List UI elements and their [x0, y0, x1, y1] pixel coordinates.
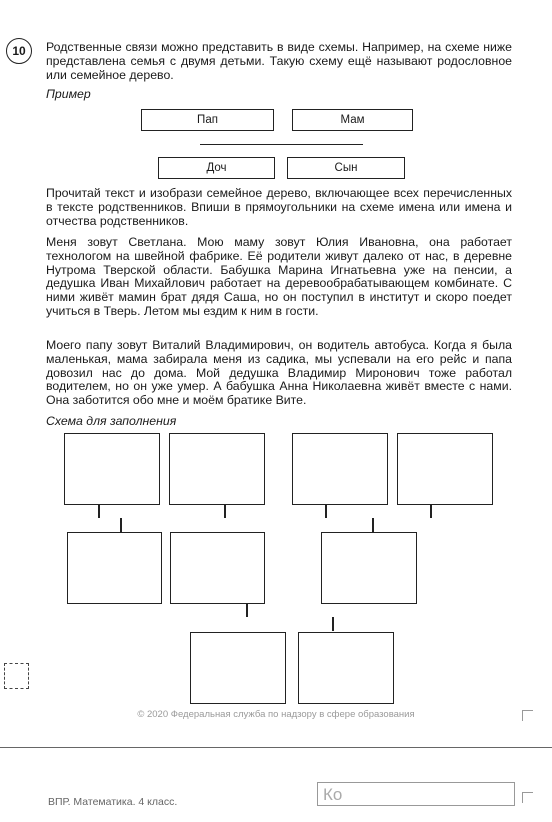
example-label: Пример	[46, 87, 91, 101]
tree-connector	[332, 617, 334, 631]
story-paragraph-1: Меня зовут Светлана. Мою маму зовут Юлия Ивановна, она работает технологом на швейной фабрике. Её родители живут далеко от нас, в деревне Нутрома Тверской области. Бабушка Марина Игнатьевна уже на пенсии, а дедушка Иван Михайлович работает на деревообрабатывающем комбинате. С ними живёт мамин брат дядя Саша, но он поступил в институт и скоро поедет учиться в Тверь. Летом мы ездим к ним в гости.	[46, 235, 512, 318]
tree-box-child-2[interactable]	[298, 632, 394, 704]
tree-box-child-1[interactable]	[190, 632, 286, 704]
example-connector-line	[200, 144, 363, 145]
copyright-notice: © 2020 Федеральная служба по надзору в сфере образования	[137, 709, 415, 720]
tree-connector	[430, 504, 432, 518]
story-paragraph-2: Моего папу зовут Виталий Владимирович, он водитель автобуса. Когда я была маленькая, мама забирала меня из садика, мы успевали на его рейс и папа довозил нас до дома. Мой дедушка Владимир Миронович тоже работал водителем, но он уже умер. А бабушка Анна Николаевна живёт вместе с нами. Она заботится обо мне и моём братике Вите.	[46, 338, 512, 408]
tree-connector	[224, 504, 226, 518]
tree-box-grandparent-4[interactable]	[397, 433, 493, 505]
crop-mark	[522, 710, 533, 721]
task-intro-text: Родственные связи можно представить в виде схемы. Например, на схеме ниже представлена семья с двумя детьми. Такую схему ещё называют родословное или семейное дерево.	[46, 40, 512, 82]
crop-mark	[522, 792, 533, 803]
tree-connector	[372, 518, 374, 532]
page-separator	[0, 747, 552, 748]
tree-connector	[246, 603, 248, 617]
code-field[interactable]: Ко	[317, 782, 515, 806]
tree-connector	[120, 518, 122, 532]
tree-box-grandparent-1[interactable]	[64, 433, 160, 505]
tree-connector	[98, 504, 100, 518]
tree-connector	[325, 504, 327, 518]
example-box-son: Сын	[287, 157, 405, 179]
tree-box-parent-1[interactable]	[67, 532, 162, 604]
task-number-badge: 10	[6, 38, 32, 64]
tree-box-grandparent-2[interactable]	[169, 433, 265, 505]
answer-mark-box[interactable]	[4, 663, 29, 689]
tree-box-grandparent-3[interactable]	[292, 433, 388, 505]
tree-box-parent-2[interactable]	[170, 532, 265, 604]
example-box-father: Пап	[141, 109, 274, 131]
tree-box-parent-3[interactable]	[321, 532, 417, 604]
scheme-label: Схема для заполнения	[46, 414, 177, 428]
task-instruction-text: Прочитай текст и изобрази семейное дерево, включающее всех перечисленных в тексте родственников. Впиши в прямоугольники на схеме имена или имена и отчества родственников.	[46, 186, 512, 228]
footer-subject: ВПР. Математика. 4 класс.	[48, 796, 178, 808]
example-box-mother: Мам	[292, 109, 413, 131]
example-box-daughter: Доч	[158, 157, 275, 179]
